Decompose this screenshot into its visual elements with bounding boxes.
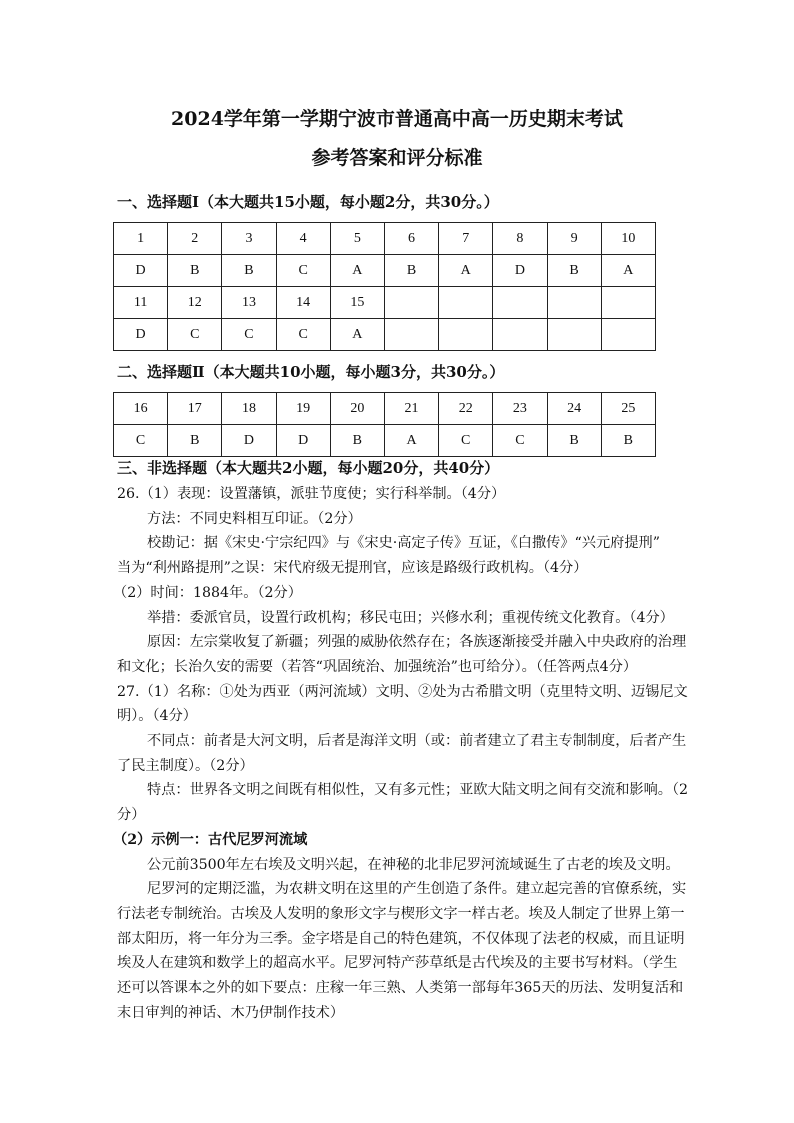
page-title: 2024学年第一学期宁波市普通高中高一历史期末考试 <box>171 108 623 130</box>
table-cell: 7 <box>439 223 493 255</box>
table-cell: D <box>222 425 276 457</box>
table-cell: 19 <box>276 393 330 425</box>
table-cell: 13 <box>222 287 276 319</box>
answer-line: （2）时间：1884年。（2分） <box>113 584 302 601</box>
table-cell <box>493 319 547 351</box>
table-cell <box>384 319 438 351</box>
answer-line: 埃及人在建筑和数学上的超高水平。尼罗河特产莎草纸是古代埃及的主要书写材料。（学生 <box>117 955 678 972</box>
answer-line: 部太阳历，将一年分为三季。金字塔是自己的特色建筑，不仅体现了法老的权威，而且证明 <box>117 930 685 947</box>
table-cell: C <box>276 255 330 287</box>
table-cell: D <box>276 425 330 457</box>
answer-line: 校勘记：据《宋史·宁宗纪四》与《宋史·高定子传》互证，《白撒传》“兴元府提刑” <box>147 535 660 552</box>
table-cell: 14 <box>276 287 330 319</box>
table-cell: 9 <box>547 223 601 255</box>
table-cell: 25 <box>601 393 655 425</box>
table-cell: 10 <box>601 223 655 255</box>
table-cell: C <box>114 425 168 457</box>
table-cell: C <box>439 425 493 457</box>
table-cell: 24 <box>547 393 601 425</box>
answer-line: 26.（1）表现：设置藩镇，派驻节度使；实行科举制。（4分） <box>117 486 506 502</box>
answer-line: 27.（1）名称：①处为西亚（两河流域）文明、②处为古希腊文明（克里特文明、迈锡尼文 <box>117 683 688 700</box>
table-cell <box>601 287 655 319</box>
table-cell: D <box>493 255 547 287</box>
answer-table-1 <box>113 222 656 351</box>
table-cell: B <box>222 255 276 287</box>
table-cell: 23 <box>493 393 547 425</box>
answer-table-2 <box>113 392 656 457</box>
table-cell: B <box>168 255 222 287</box>
page-subtitle: 参考答案和评分标准 <box>311 147 483 169</box>
table-cell: A <box>384 425 438 457</box>
table-cell: 15 <box>330 287 384 319</box>
table-cell: B <box>547 255 601 287</box>
answer-line: 特点：世界各文明之间既有相似性，又有多元性；亚欧大陆文明之间有交流和影响。（2 <box>147 782 689 799</box>
number-row <box>114 223 656 255</box>
table-cell: 17 <box>168 393 222 425</box>
table-cell: 18 <box>222 393 276 425</box>
section1-heading: 一、选择题Ⅰ（本大题共15小题，每小题2分，共30分。） <box>117 193 499 211</box>
table-cell: B <box>384 255 438 287</box>
table-cell: 16 <box>114 393 168 425</box>
number-row <box>114 287 656 319</box>
table-cell: 5 <box>330 223 384 255</box>
section2-heading: 二、选择题Ⅱ（本大题共10小题，每小题3分，共30分。） <box>117 363 505 381</box>
table-cell: C <box>493 425 547 457</box>
table-cell: B <box>330 425 384 457</box>
answer-row <box>114 319 656 351</box>
table-cell: 2 <box>168 223 222 255</box>
table-cell <box>547 319 601 351</box>
answer-line: 举措：委派官员，设置行政机构；移民屯田；兴修水利；重视传统文化教育。（4分） <box>147 609 674 626</box>
table-cell: A <box>330 319 384 351</box>
answer-row <box>114 255 656 287</box>
table-cell: 4 <box>276 223 330 255</box>
answer-row <box>114 425 656 457</box>
table-cell: C <box>276 319 330 351</box>
table-cell: A <box>601 255 655 287</box>
table-cell: 8 <box>493 223 547 255</box>
answer-line: 方法：不同史料相互印证。（2分） <box>147 510 362 527</box>
answer-line: 行法老专制统治。古埃及人发明的象形文字与楔形文字一样古老。埃及人制定了世界上第一 <box>117 905 685 922</box>
answer-line: 明）。（4分） <box>117 708 197 725</box>
answer-line: 末日审判的神话、木乃伊制作技术） <box>117 1004 345 1021</box>
answer-line: 分） <box>117 807 146 824</box>
table-cell: 20 <box>330 393 384 425</box>
table-cell: 11 <box>114 287 168 319</box>
answer-line: 原因：左宗棠收复了新疆；列强的威胁依然存在；各族逐渐接受并融入中央政府的治理 <box>147 634 687 651</box>
table-cell: 3 <box>222 223 276 255</box>
table-cell <box>601 319 655 351</box>
table-cell: 1 <box>114 223 168 255</box>
table-cell <box>547 287 601 319</box>
number-row <box>114 393 656 425</box>
table-cell <box>493 287 547 319</box>
table-cell: B <box>547 425 601 457</box>
table-cell: D <box>114 255 168 287</box>
table-cell: A <box>330 255 384 287</box>
table-cell: 6 <box>384 223 438 255</box>
answer-line: 公元前3500年左右埃及文明兴起，在神秘的北非尼罗河流域诞生了古老的埃及文明。 <box>147 856 680 873</box>
table-cell: 21 <box>384 393 438 425</box>
answer-line: 了民主制度）。（2分） <box>117 757 254 774</box>
table-cell: B <box>168 425 222 457</box>
answer-line: 和文化；长治久安的需要（若答“巩固统治、加强统治”也可给分）。（任答两点4分） <box>117 658 638 675</box>
section3-heading: 三、非选择题（本大题共2小题，每小题20分，共40分） <box>117 459 500 477</box>
answer-line: 尼罗河的定期泛滥，为农耕文明在这里的产生创造了条件。建立起完善的官僚系统，实 <box>147 881 687 898</box>
table-cell: C <box>222 319 276 351</box>
table-cell: A <box>439 255 493 287</box>
table-cell: C <box>168 319 222 351</box>
table-cell: 12 <box>168 287 222 319</box>
table-cell: D <box>114 319 168 351</box>
table-cell <box>439 287 493 319</box>
answer-line: （2）示例一：古代尼罗河流域 <box>113 831 308 848</box>
answer-line: 当为“利州路提刑”之误：宋代府级无提刑官，应该是路级行政机构。（4分） <box>117 560 588 577</box>
table-cell <box>439 319 493 351</box>
table-cell: 22 <box>439 393 493 425</box>
table-cell <box>384 287 438 319</box>
answer-line: 不同点：前者是大河文明，后者是海洋文明（或：前者建立了君主专制制度，后者产生 <box>147 733 687 749</box>
table-cell: B <box>601 425 655 457</box>
answer-line: 还可以答课本之外的如下要点：庄稼一年三熟、人类第一部每年365天的历法、发明复活和 <box>117 980 684 996</box>
